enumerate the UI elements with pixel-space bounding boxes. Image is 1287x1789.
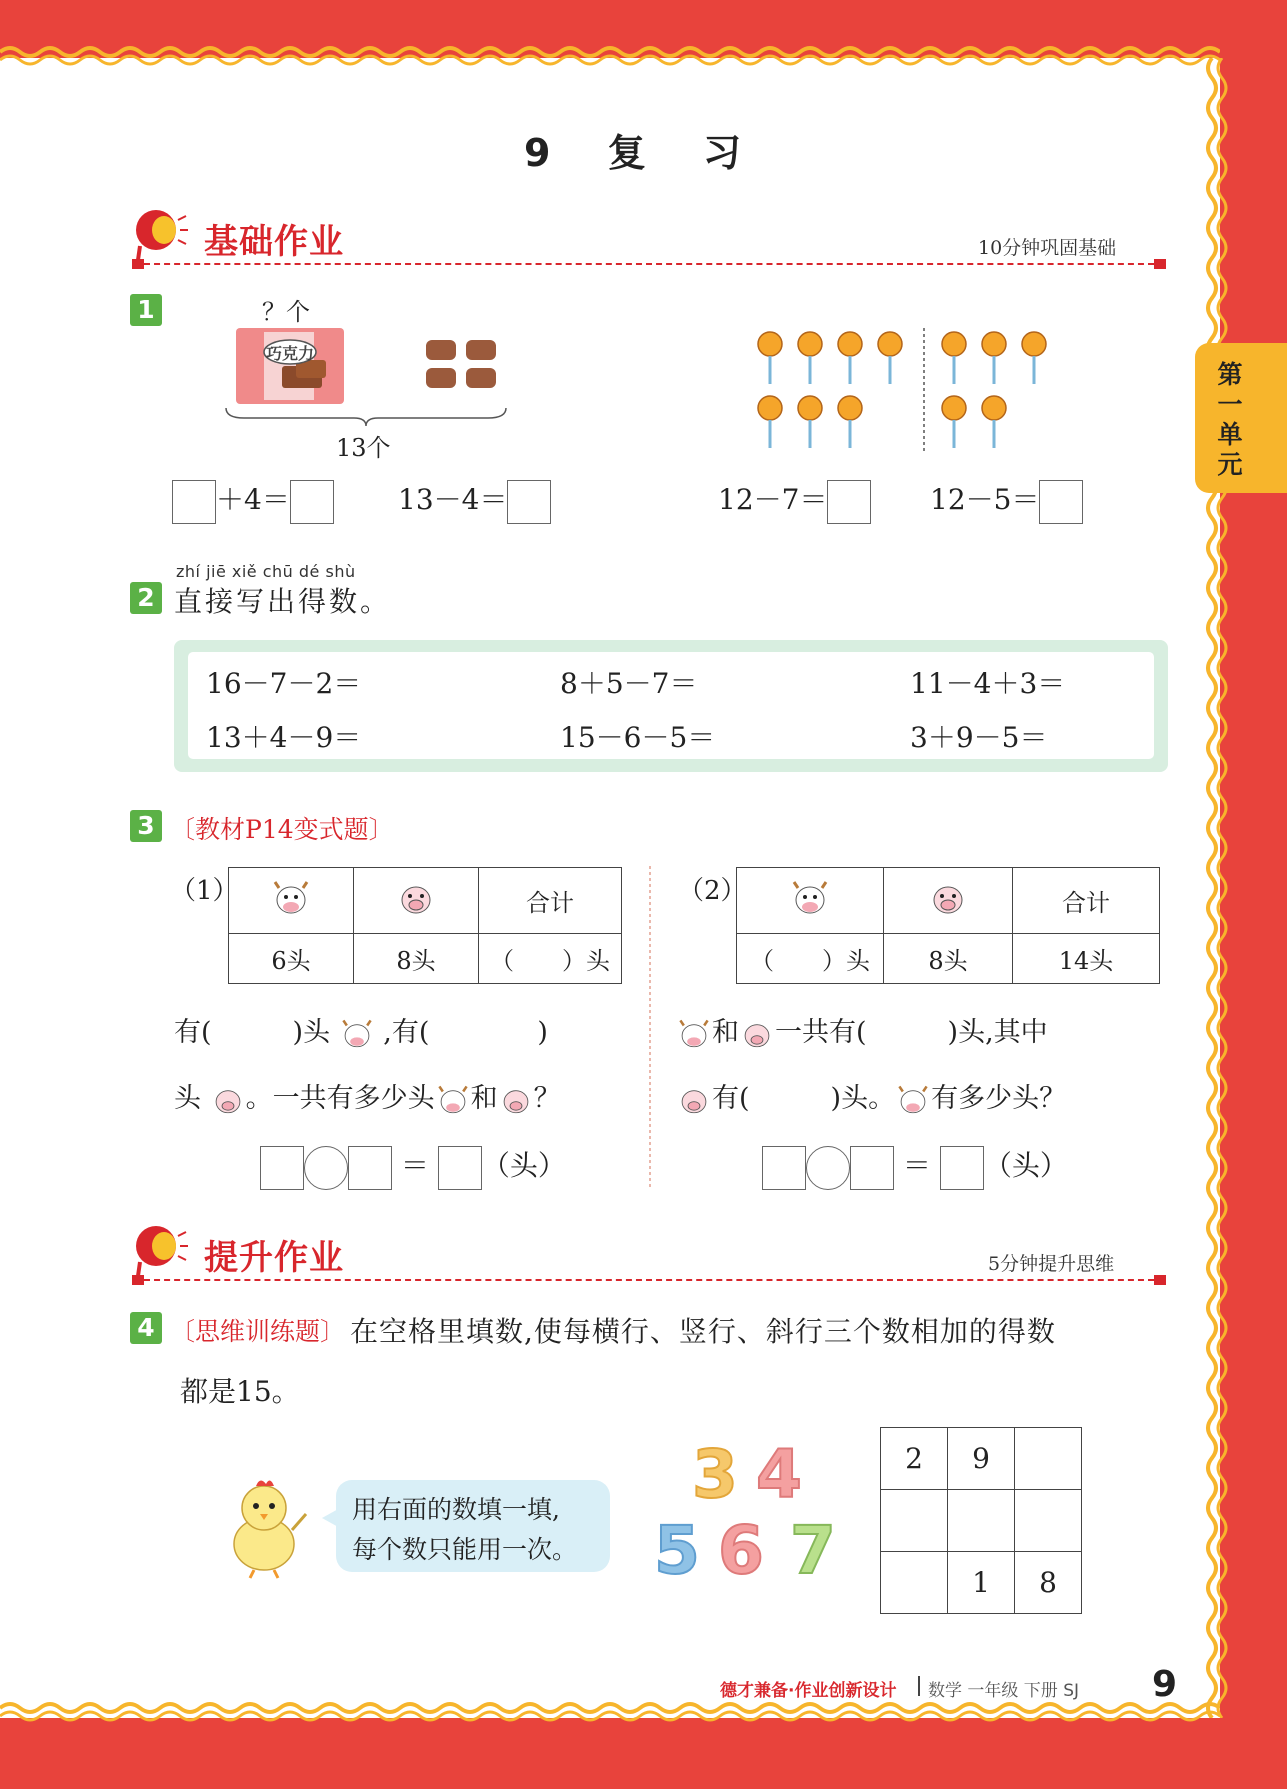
q1-equation-b: 13－4＝	[398, 478, 551, 524]
q3-part2-table	[736, 867, 1160, 984]
q4-text-line2: 都是15。	[180, 1375, 300, 1408]
chocolate-pieces-icon	[424, 336, 500, 394]
digit-4: 4	[756, 1436, 802, 1513]
brace-icon	[224, 406, 508, 428]
grid-cell[interactable]	[948, 1490, 1015, 1552]
table-cell[interactable]: （ ）头	[737, 934, 884, 984]
chick-icon	[220, 1474, 310, 1580]
q2-number: 2	[130, 582, 162, 614]
answer-box[interactable]	[290, 480, 334, 524]
pig-icon	[739, 1017, 775, 1051]
q3-part1-line2: 头 。一共有多少头 和 ？	[174, 1076, 561, 1117]
divider-end-left	[132, 1275, 144, 1285]
section-basic-divider	[144, 263, 1154, 265]
q3-number: 3	[130, 810, 162, 842]
q1-total-label: 13个	[336, 434, 391, 462]
magic-square-grid	[880, 1427, 1082, 1614]
digit-7: 7	[790, 1512, 836, 1589]
hint-line1: 用右面的数填一填,	[352, 1495, 560, 1524]
page-title: 9 复 习	[524, 131, 763, 175]
q2-exercise: 13＋4－9＝	[206, 721, 362, 754]
grid-cell[interactable]	[1015, 1428, 1082, 1490]
digit-6: 6	[718, 1512, 764, 1589]
cow-icon	[435, 1083, 471, 1117]
section-basic-subtitle: 10分钟巩固基础	[978, 237, 1117, 259]
chocolate-label: 巧克力	[266, 344, 315, 363]
hint-line2: 每个数只能用一次。	[352, 1535, 578, 1564]
q2-exercise: 3＋9－5＝	[910, 721, 1048, 754]
cow-icon	[271, 878, 311, 918]
digit-3: 3	[692, 1436, 738, 1513]
grid-cell: 9	[948, 1428, 1015, 1490]
q3-part1-table	[228, 867, 622, 984]
grid-cell[interactable]	[881, 1490, 948, 1552]
q3-part1-line1: 有( )头 ,有( )	[174, 1010, 548, 1051]
q3-part2-line2: 有( )头。 有多少头？	[676, 1076, 1066, 1117]
table-cell[interactable]: （ ）头	[479, 934, 622, 984]
grid-cell: 2	[881, 1428, 948, 1490]
grid-cell[interactable]	[881, 1552, 948, 1614]
table-cell: 14头	[1013, 934, 1160, 984]
grid-cell: 8	[1015, 1552, 1082, 1614]
q3-tag: 〔教材P14变式题〕	[170, 815, 394, 844]
q2-exercise: 8＋5－7＝	[560, 667, 698, 700]
footer-info: 数学 一年级 下册 SJ	[928, 1681, 1080, 1701]
answer-box[interactable]	[348, 1146, 392, 1190]
q4-tag: 〔思维训练题〕	[170, 1317, 346, 1346]
answer-box[interactable]	[940, 1146, 984, 1190]
q1-number: 1	[130, 294, 162, 326]
section-advanced-subtitle: 5分钟提升思维	[988, 1253, 1115, 1275]
q2-exercise: 16－7－2＝	[206, 667, 362, 700]
answer-box[interactable]	[850, 1146, 894, 1190]
pig-icon	[396, 878, 436, 918]
lollipops-icon	[752, 326, 1052, 456]
q3-divider	[648, 866, 652, 1190]
page-number: 9	[1152, 1664, 1178, 1705]
divider-end-right	[1154, 1275, 1166, 1285]
q2-text: 直接写出得数。	[174, 585, 392, 618]
chocolate-package-icon	[234, 326, 346, 406]
divider-end-right	[1154, 259, 1166, 269]
cow-icon	[790, 878, 830, 918]
digit-5: 5	[654, 1512, 700, 1589]
table-cell	[737, 868, 884, 934]
table-cell	[884, 868, 1013, 934]
q1-equation-d: 12－5＝	[930, 478, 1083, 524]
answer-box[interactable]	[172, 480, 216, 524]
answer-box[interactable]	[827, 480, 871, 524]
top-wave-border	[0, 44, 1220, 70]
section-basic-title: 基础作业	[204, 222, 344, 262]
q2-exercise: 11－4＋3＝	[910, 667, 1066, 700]
grid-cell: 1	[948, 1552, 1015, 1614]
grid-cell[interactable]	[1015, 1490, 1082, 1552]
table-cell: 8头	[884, 934, 1013, 984]
cow-icon	[676, 1017, 712, 1051]
cow-icon	[339, 1017, 375, 1051]
megaphone-icon	[132, 206, 190, 260]
footer-separator	[918, 1676, 920, 1696]
divider-end-left	[132, 259, 144, 269]
answer-box[interactable]	[260, 1146, 304, 1190]
q3-part2-equation: ＝ （头）	[762, 1144, 1068, 1190]
q4-number: 4	[130, 1312, 162, 1344]
answer-box[interactable]	[507, 480, 551, 524]
unit-tab-label: 第一单元	[1217, 360, 1243, 479]
answer-box[interactable]	[1039, 480, 1083, 524]
operator-circle[interactable]	[806, 1146, 850, 1190]
bottom-wave-border	[0, 1700, 1220, 1726]
megaphone-icon	[132, 1222, 190, 1276]
q1-equation-a: ＋4＝	[172, 478, 334, 524]
footer-brand: 德才兼备·作业创新设计	[720, 1681, 897, 1701]
operator-circle[interactable]	[304, 1146, 348, 1190]
pig-icon	[210, 1083, 246, 1117]
table-cell: 6头	[229, 934, 354, 984]
q3-part1-equation: ＝ （头）	[260, 1144, 566, 1190]
pig-icon	[676, 1083, 712, 1117]
section-advanced-title: 提升作业	[204, 1238, 344, 1278]
table-cell: 合计	[479, 868, 622, 934]
q1-question-label: ？个	[262, 298, 310, 326]
q3-part2-label: （2）	[678, 876, 747, 906]
q4-text-line1: 在空格里填数,使每横行、竖行、斜行三个数相加的得数	[350, 1315, 1056, 1348]
q3-part2-line1: 和 一共有( )头,其中	[676, 1010, 1048, 1051]
table-cell	[354, 868, 479, 934]
cow-icon	[895, 1083, 931, 1117]
answer-box[interactable]	[762, 1146, 806, 1190]
table-cell: 8头	[354, 934, 479, 984]
pig-icon	[928, 878, 968, 918]
q2-exercise: 15－6－5＝	[560, 721, 716, 754]
bubble-tail	[322, 1508, 340, 1528]
table-cell	[229, 868, 354, 934]
q3-part1-label: （1）	[170, 876, 239, 906]
right-wave-border	[1204, 58, 1232, 1718]
table-cell: 合计	[1013, 868, 1160, 934]
q2-pinyin: zhí jiē xiě chū dé shù	[176, 562, 356, 581]
answer-box[interactable]	[438, 1146, 482, 1190]
q1-equation-c: 12－7＝	[718, 478, 871, 524]
pig-icon	[498, 1083, 534, 1117]
section-advanced-divider	[144, 1279, 1154, 1281]
